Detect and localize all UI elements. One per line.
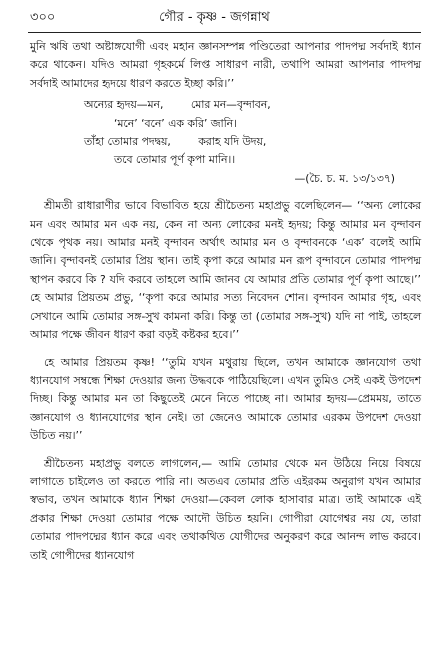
- verse-line-3: তাঁহা তোমার পদদ্বয়, করাহ যদি উদয়,: [84, 135, 267, 149]
- page-body: [30, 38, 421, 565]
- running-title: গৌর - কৃষ্ণ - জগন্নাথ: [159, 10, 270, 25]
- paragraph-4: শ্রীচৈতন্য মহাপ্রভু বলতে লাগলেন,— আমি তোমার থেকে মন উঠিয়ে নিয়ে বিষয়ে লাগাতে চাইলেও তা করতে পারি না। অতএব তোমার প্রতি এইরকম অনুরাগ যখন আমার স্বভাব, তখন আমাকে ধ্যান শিক্ষা দেওয়া—কেবল লোক হাসাবার মাত্র। তাই আমাকে এই প্রকার শিক্ষা দেওয়া তোমার পক্ষে আদৌ উচিত হয়নি। গোপীরা যোগেশ্বর নয় যে, তারা তোমার পাদপদ্মের ধ্যান করে এবং তথাকথিত যোগীদের অনুকরণ করে আনন্দ লাভ করবে। তাই গোপীদের ধ্যানযোগ: [30, 456, 421, 562]
- paragraph-2: শ্রীমতী রাধারাণীর ভাবে বিভাবিত হয়ে শ্রীচৈতন্য মহাপ্রভু বলেছিলেন— ‘‘অন্য লোকের মন এবং আমার মন এক নয়, কেন না অন্য লোকের মনই হৃদয়; কিন্তু আমার মন বৃন্দাবন থেকে পৃথক নয়। আমার মনই বৃন্দাবন অর্থাৎ আমার মন ও বৃন্দাবনকে ‘এক’ বলেই আমি জানি। বৃন্দাবনই তোমার প্রিয় স্থান। তাই কৃপা করে আমার মন রূপ বৃন্দাবনে তোমার পাদপদ্ম স্থাপন করবে কি ? যদি করবে তাহলে আমি জানব যে আমার প্রতি তোমার পূর্ণ কৃপা আছে।’’ হে আমার প্রিয়তম প্রভু, ‘‘কৃপা করে আমার সত্য নিবেদন শোন। বৃন্দাবন আমার গৃহ, এবং সেখানে আমি তোমার সঙ্গ-সুখ কামনা করি। কিন্তু তা (তোমার সঙ্গ-সুখ) যদি না পাই, তাহলে আমার পক্ষে জীবন ধারণ করা বড়ই কষ্টকর হবে।’’: [30, 199, 421, 342]
- verse-line-4: তবে তোমার পূর্ণ কৃপা মানি।।: [114, 153, 236, 167]
- verse-block: [84, 96, 421, 188]
- page-number: ৩০০: [30, 10, 56, 25]
- verse-line-1: অন্যের হৃদয়—মন, মোর মন—বৃন্দাবন,: [84, 98, 271, 112]
- header-rule: [28, 32, 421, 33]
- page-header: [0, 6, 429, 28]
- verse-citation: —(চৈ. চ. ম. ১৩/১৩৭): [294, 171, 395, 185]
- paragraph-3: হে আমার প্রিয়তম কৃষ্ণ! ‘‘তুমি যখন মথুরায় ছিলে, তখন আমাকে জ্ঞানযোগ তথা ধ্যানযোগ সম্বন্ধে শিক্ষা দেওয়ার জন্য উদ্ধবকে পাঠিয়েছিলে। এখন তুমিও সেই একই উপদেশ দিচ্ছ। কিন্তু আমার মন তা কিছুতেই মেনে নিতে পাচ্ছে না। আমার হৃদয়—প্রেমময়, তাতে জ্ঞানযোগ ও ধ্যানযোগের স্থান নেই। তা জেনেও আমাকে তোমার এরকম উপদেশ দেওয়া উচিত নয়।’’: [30, 355, 421, 443]
- paragraph-1: মুনি ঋষি তথা অষ্টাঙ্গযোগী এবং মহান জ্ঞানসম্পন্ন পণ্ডিতেরা আপনার পাদপদ্ম সর্বদাই ধ্যান করে থাকেন। যদিও আমরা গৃহকর্মে লিপ্ত সাধারণ নারী, তথাপি আমরা আপনার পাদপদ্ম সর্বদাই আমাদের হৃদয়ে ধারণ করতে ইচ্ছা করি।’’: [30, 40, 421, 90]
- verse-line-2: ‘মনে’ ‘বনে’ এক করি’ জানি।: [114, 116, 237, 130]
